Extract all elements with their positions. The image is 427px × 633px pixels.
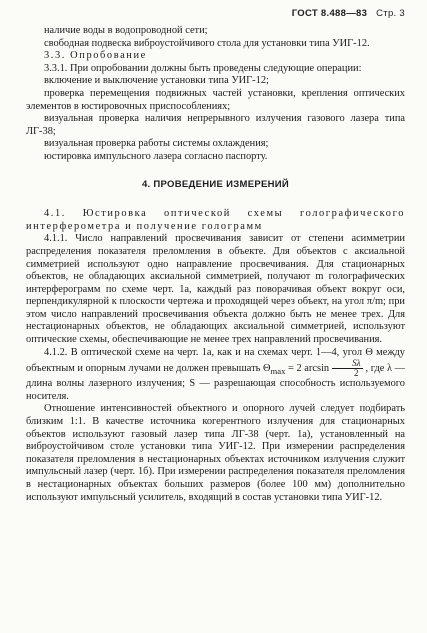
page-header [292,8,405,19]
subsection-title-3-3: 3.3. Опробование [44,50,147,62]
paragraph-4-1-1: 4.1.1. Число направлений просвечивания зависит от степени асимметрии распределения показателя преломления в объекте. Для объектов с аксиальной симметрией используют одно направление просвечивания. Для стационарных объектов, не обладающих аксиальной симметрией, получают m голографических интерферограмм по схеме черт. 1а, каждый раз поворачивая объект вокруг оси, перпендикулярной к плоскости чертежа и проходящей через объект, на угол π/m; при этом число направлений просвечивания объекта должно быть не менее трех. Для нестационарных объектов, не обладающих аксиальной симметрией, используют оптические схемы, обеспечивающие не менее трех направлений просвечивания. [26,233,405,346]
section-title-4: 4. ПРОВЕДЕНИЕ ИЗМЕРЕНИЙ [141,178,290,190]
text-4-1-2-start: 4.1.2. В оптической схеме на черт. 1а, как и на схемах черт. 1—4, угол Θ между объектным и опорным лучами не должен превышать Θ [26,346,405,375]
formula-denominator: 2 [354,368,359,379]
paragraph-4-1-title: 4.1. Юстировка оптической схемы голографического интерферометра и получение голограмм [26,208,405,232]
paragraph-intensity-ratio: Отношение интенсивностей объектного и опорного лучей следует подбирать близким 1:1. В качестве источника когерентного излучения для стационарных объектов используют газовый лазер типа ЛГ-38 (черт. 1а), установленный на виброустойчивом столе установки типа УИГ-12. При измерении распределения показателя преломления в нестационарных объектах источником излучения служит импульсный лазер (черт. 1б). При измерении распределения показателя преломления в нестационарных объектах больших размеров (более 100 мм) дополнительно используют импульсный усилитель, входящий в состав установки типа УИГ-12. [26,403,405,503]
gost-number: ГОСТ 8.488—83 [291,8,368,19]
document-body [26,25,405,504]
formula-arcsin: = 2 arcsin [285,363,330,375]
paragraph-movement-check: проверка перемещения подвижных частей установки, крепления оптических элементов в юстировочных приспособлениях; [26,87,405,112]
paragraph-4-1-2 [26,347,405,404]
paragraph-cooling-check: визуальная проверка работы системы охлаждения; [44,138,269,150]
paragraph-water: наличие воды в водопроводной сети; [44,25,208,36]
page-number: Стр. 3 [376,8,405,19]
paragraph-switching: включение и выключение установки типа УИГ-12; [44,75,269,87]
formula-fraction [332,359,362,378]
paragraph-suspension: свободная подвеска виброустойчивого стола для установки типа УИГ-12. [44,37,370,49]
paragraph-pulse-laser: юстировка импульсного лазера согласно паспорту. [44,150,268,162]
paragraph-3-3-1: 3.3.1. При опробовании должны быть проведены следующие операции: [44,62,362,74]
formula-subscript: max [270,366,286,377]
text-4-1-2-end: , где λ — длина волны лазерного излучения; S — разрешающая способность используемого носителя. [26,363,405,402]
formula-numerator: Sλ [332,359,362,369]
paragraph-laser-check: визуальная проверка наличия непрерывного излучения газового лазера типа ЛГ-38; [26,113,405,137]
